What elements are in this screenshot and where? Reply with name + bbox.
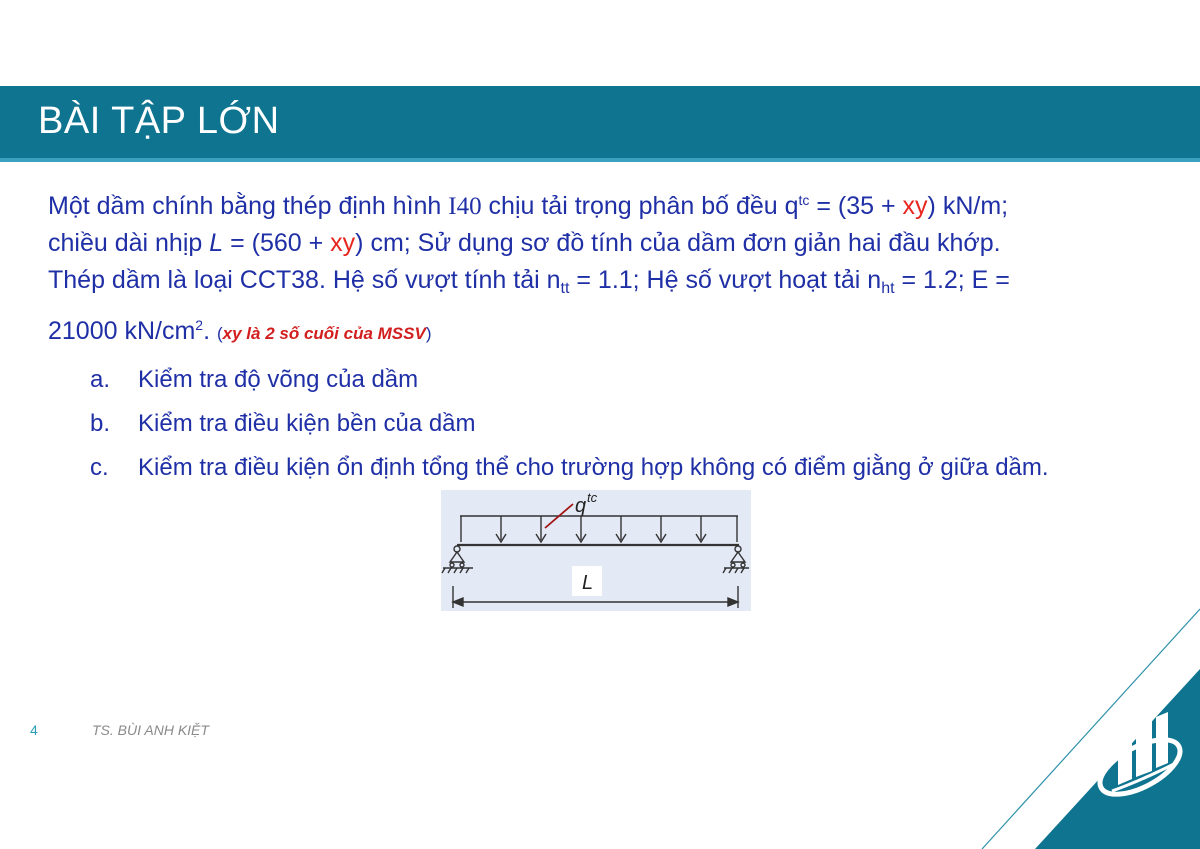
problem-statement: [48, 182, 1158, 490]
span-label: L: [582, 572, 594, 594]
text-segment: ) cm; Sử dụng sơ đồ tính của dầm đơn giản hai đầu khớp.: [355, 229, 1001, 257]
task-list: [48, 358, 1158, 490]
author-name: TS. BÙI ANH KIỆT: [92, 722, 209, 738]
problem-line-4: [48, 307, 1158, 352]
xy-variable: xy: [902, 192, 928, 220]
beam-diagram-svg: [441, 490, 751, 611]
note-paren: (: [217, 324, 223, 343]
corner-decoration: [980, 549, 1200, 849]
beam-diagram: [441, 490, 751, 611]
task-item: [48, 402, 1158, 446]
subscript: ht: [881, 280, 895, 297]
task-marker: b.: [90, 410, 111, 437]
note-paren: ): [425, 324, 432, 343]
task-marker: c.: [90, 454, 109, 481]
load-label-sup: tc: [587, 490, 598, 505]
profile-label: I40: [448, 193, 482, 220]
text-segment: = (560 +: [223, 229, 331, 257]
task-text: Kiểm tra điều kiện ổn định tổng thể cho trường hợp không có điểm giằng ở giữa dầm.: [138, 454, 1049, 481]
task-marker: a.: [90, 366, 111, 393]
text-segment: .: [203, 317, 217, 345]
task-text: Kiểm tra điều kiện bền của dầm: [138, 410, 476, 437]
superscript: tc: [798, 192, 810, 208]
text-segment: chịu tải trọng phân bố đều q: [481, 192, 799, 220]
slide-title: BÀI TẬP LỚN: [38, 100, 280, 142]
right-support-icon: [723, 546, 749, 573]
text-segment: = 1.1; Hệ số vượt hoạt tải n: [569, 266, 882, 294]
left-support-icon: [442, 546, 473, 573]
text-segment: 21000 kN/cm: [48, 317, 196, 345]
task-item: [48, 358, 1158, 402]
xy-variable: xy: [330, 229, 356, 257]
text-segment: Một dầm chính bằng thép định hình: [48, 192, 449, 220]
task-item: [48, 446, 1158, 490]
text-segment: Thép dầm là loại CCT38. Hệ số vượt tính tải n: [48, 266, 561, 294]
text-segment: = (35 +: [809, 192, 903, 220]
subscript: tt: [560, 280, 570, 297]
xy-note: xy là 2 số cuối của MSSV: [222, 324, 426, 343]
load-label: q: [575, 495, 587, 517]
text-segment: chiều dài nhịp: [48, 229, 210, 257]
superscript: 2: [195, 317, 204, 333]
title-bar: [0, 86, 1200, 162]
problem-line-3: [48, 262, 1158, 307]
problem-line-2: [48, 225, 1158, 262]
text-segment: = 1.2; E =: [894, 266, 1010, 294]
text-segment: ) kN/m;: [927, 192, 1009, 220]
load-arrows: [461, 516, 737, 542]
page-number: 4: [30, 722, 38, 738]
span-variable: L: [209, 229, 224, 257]
problem-line-1: [48, 182, 1158, 225]
task-text: Kiểm tra độ võng của dầm: [138, 366, 419, 393]
